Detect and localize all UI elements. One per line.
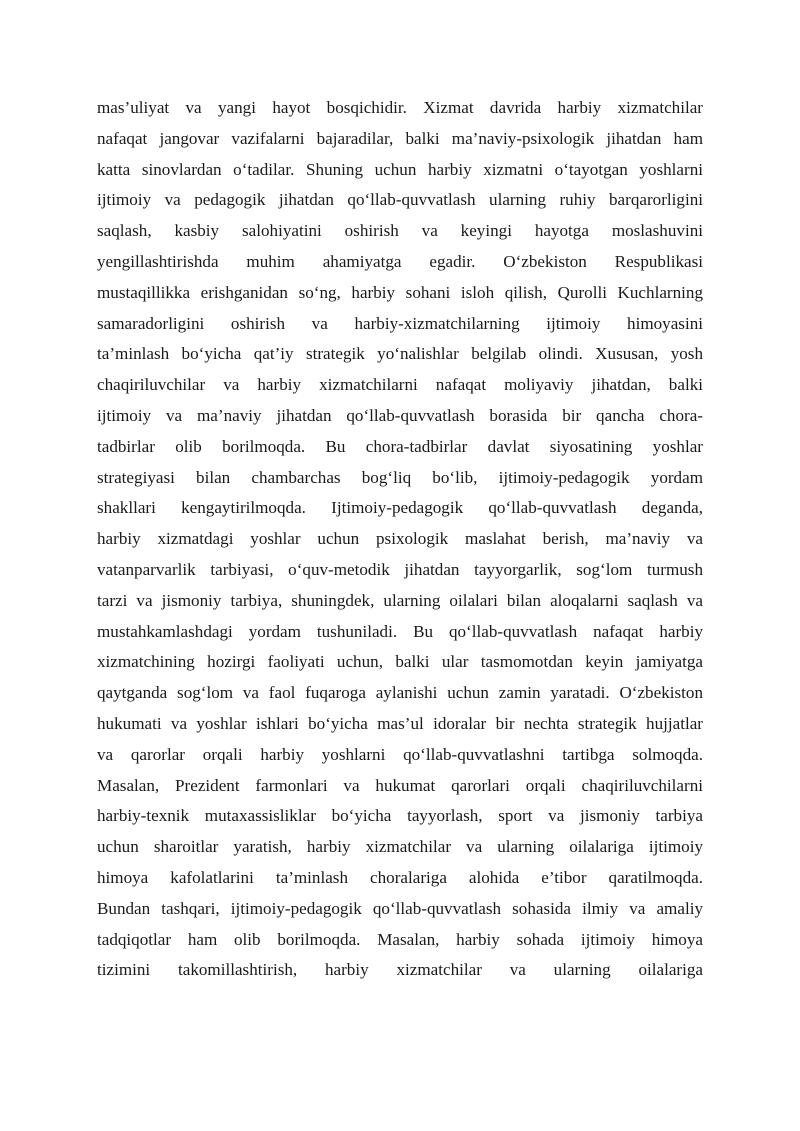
- text-line: tizimini takomillashtirish, harbiy xizmatchilar va ularning oilalariga: [97, 960, 703, 980]
- text-line: ijtimoiy va ma’naviy jihatdan qo‘llab-quvvatlash borasida bir qancha chora-: [97, 405, 703, 425]
- text-line: qaytganda sog‘lom va faol fuqaroga aylanishi uchun zamin yaratadi. O‘zbekiston: [97, 683, 703, 703]
- text-line: strategiyasi bilan chambarchas bog‘liq bo‘lib, ijtimoiy-pedagogik yordam: [97, 467, 703, 487]
- text-line: nafaqat jangovar vazifalarni bajaradilar, balki ma’naviy-psixologik jihatdan ham: [97, 128, 703, 148]
- text-line: samaradorligini oshirish va harbiy-xizmatchilarning ijtimoiy himoyasini: [97, 313, 703, 333]
- text-line: chaqiriluvchilar va harbiy xizmatchilarni nafaqat moliyaviy jihatdan, balki: [97, 375, 703, 395]
- text-line: mustaqillikka erishganidan so‘ng, harbiy sohani isloh qilish, Qurolli Kuchlarning: [97, 282, 703, 302]
- text-line: hukumati va yoshlar ishlari bo‘yicha mas’ul idoralar bir nechta strategik hujjatlar: [97, 713, 703, 733]
- text-line: uchun sharoitlar yaratish, harbiy xizmatchilar va ularning oilalariga ijtimoiy: [97, 837, 703, 857]
- text-line: saqlash, kasbiy salohiyatini oshirish va keyingi hayotga moslashuvini: [97, 221, 703, 241]
- text-line: tadbirlar olib borilmoqda. Bu chora-tadbirlar davlat siyosatining yoshlar: [97, 436, 703, 456]
- text-line: shakllari kengaytirilmoqda. Ijtimoiy-pedagogik qo‘llab-quvvatlash deganda,: [97, 498, 703, 518]
- text-line: ijtimoiy va pedagogik jihatdan qo‘llab-quvvatlash ularning ruhiy barqarorligini: [97, 190, 703, 210]
- text-line: mustahkamlashdagi yordam tushuniladi. Bu qo‘llab-quvvatlash nafaqat harbiy: [97, 621, 703, 641]
- text-line: va qarorlar orqali harbiy yoshlarni qo‘llab-quvvatlashni tartibga solmoqda.: [97, 744, 703, 764]
- text-line: katta sinovlardan o‘tadilar. Shuning uchun harbiy xizmatni o‘tayotgan yoshlarni: [97, 159, 703, 179]
- text-line: vatanparvarlik tarbiyasi, o‘quv-metodik jihatdan tayyorgarlik, sog‘lom turmush: [97, 559, 703, 579]
- text-line: tadqiqotlar ham olib borilmoqda. Masalan, harbiy sohada ijtimoiy himoya: [97, 929, 703, 949]
- text-line: Bundan tashqari, ijtimoiy-pedagogik qo‘llab-quvvatlash sohasida ilmiy va amaliy: [97, 898, 703, 918]
- text-line: Masalan, Prezident farmonlari va hukumat qarorlari orqali chaqiriluvchilarni: [97, 775, 703, 795]
- text-line: himoya kafolatlarini ta’minlash choralariga alohida e’tibor qaratilmoqda.: [97, 867, 703, 887]
- text-line: ta’minlash bo‘yicha qat’iy strategik yo‘nalishlar belgilab olindi. Xususan, yosh: [97, 344, 703, 364]
- text-line: yengillashtirishda muhim ahamiyatga egadir. O‘zbekiston Respublikasi: [97, 251, 703, 271]
- body-text: [97, 93, 703, 986]
- text-line: mas’uliyat va yangi hayot bosqichidir. Xizmat davrida harbiy xizmatchilar: [97, 98, 703, 117]
- text-line: harbiy xizmatdagi yoshlar uchun psixologik maslahat berish, ma’naviy va: [97, 529, 703, 549]
- text-line: xizmatchining hozirgi faoliyati uchun, balki ular tasmomotdan keyin jamiyatga: [97, 652, 703, 672]
- text-line: harbiy-texnik mutaxassisliklar bo‘yicha tayyorlash, sport va jismoniy tarbiya: [97, 806, 703, 826]
- text-line: tarzi va jismoniy tarbiya, shuningdek, ularning oilalari bilan aloqalarni saqlash va: [97, 590, 703, 610]
